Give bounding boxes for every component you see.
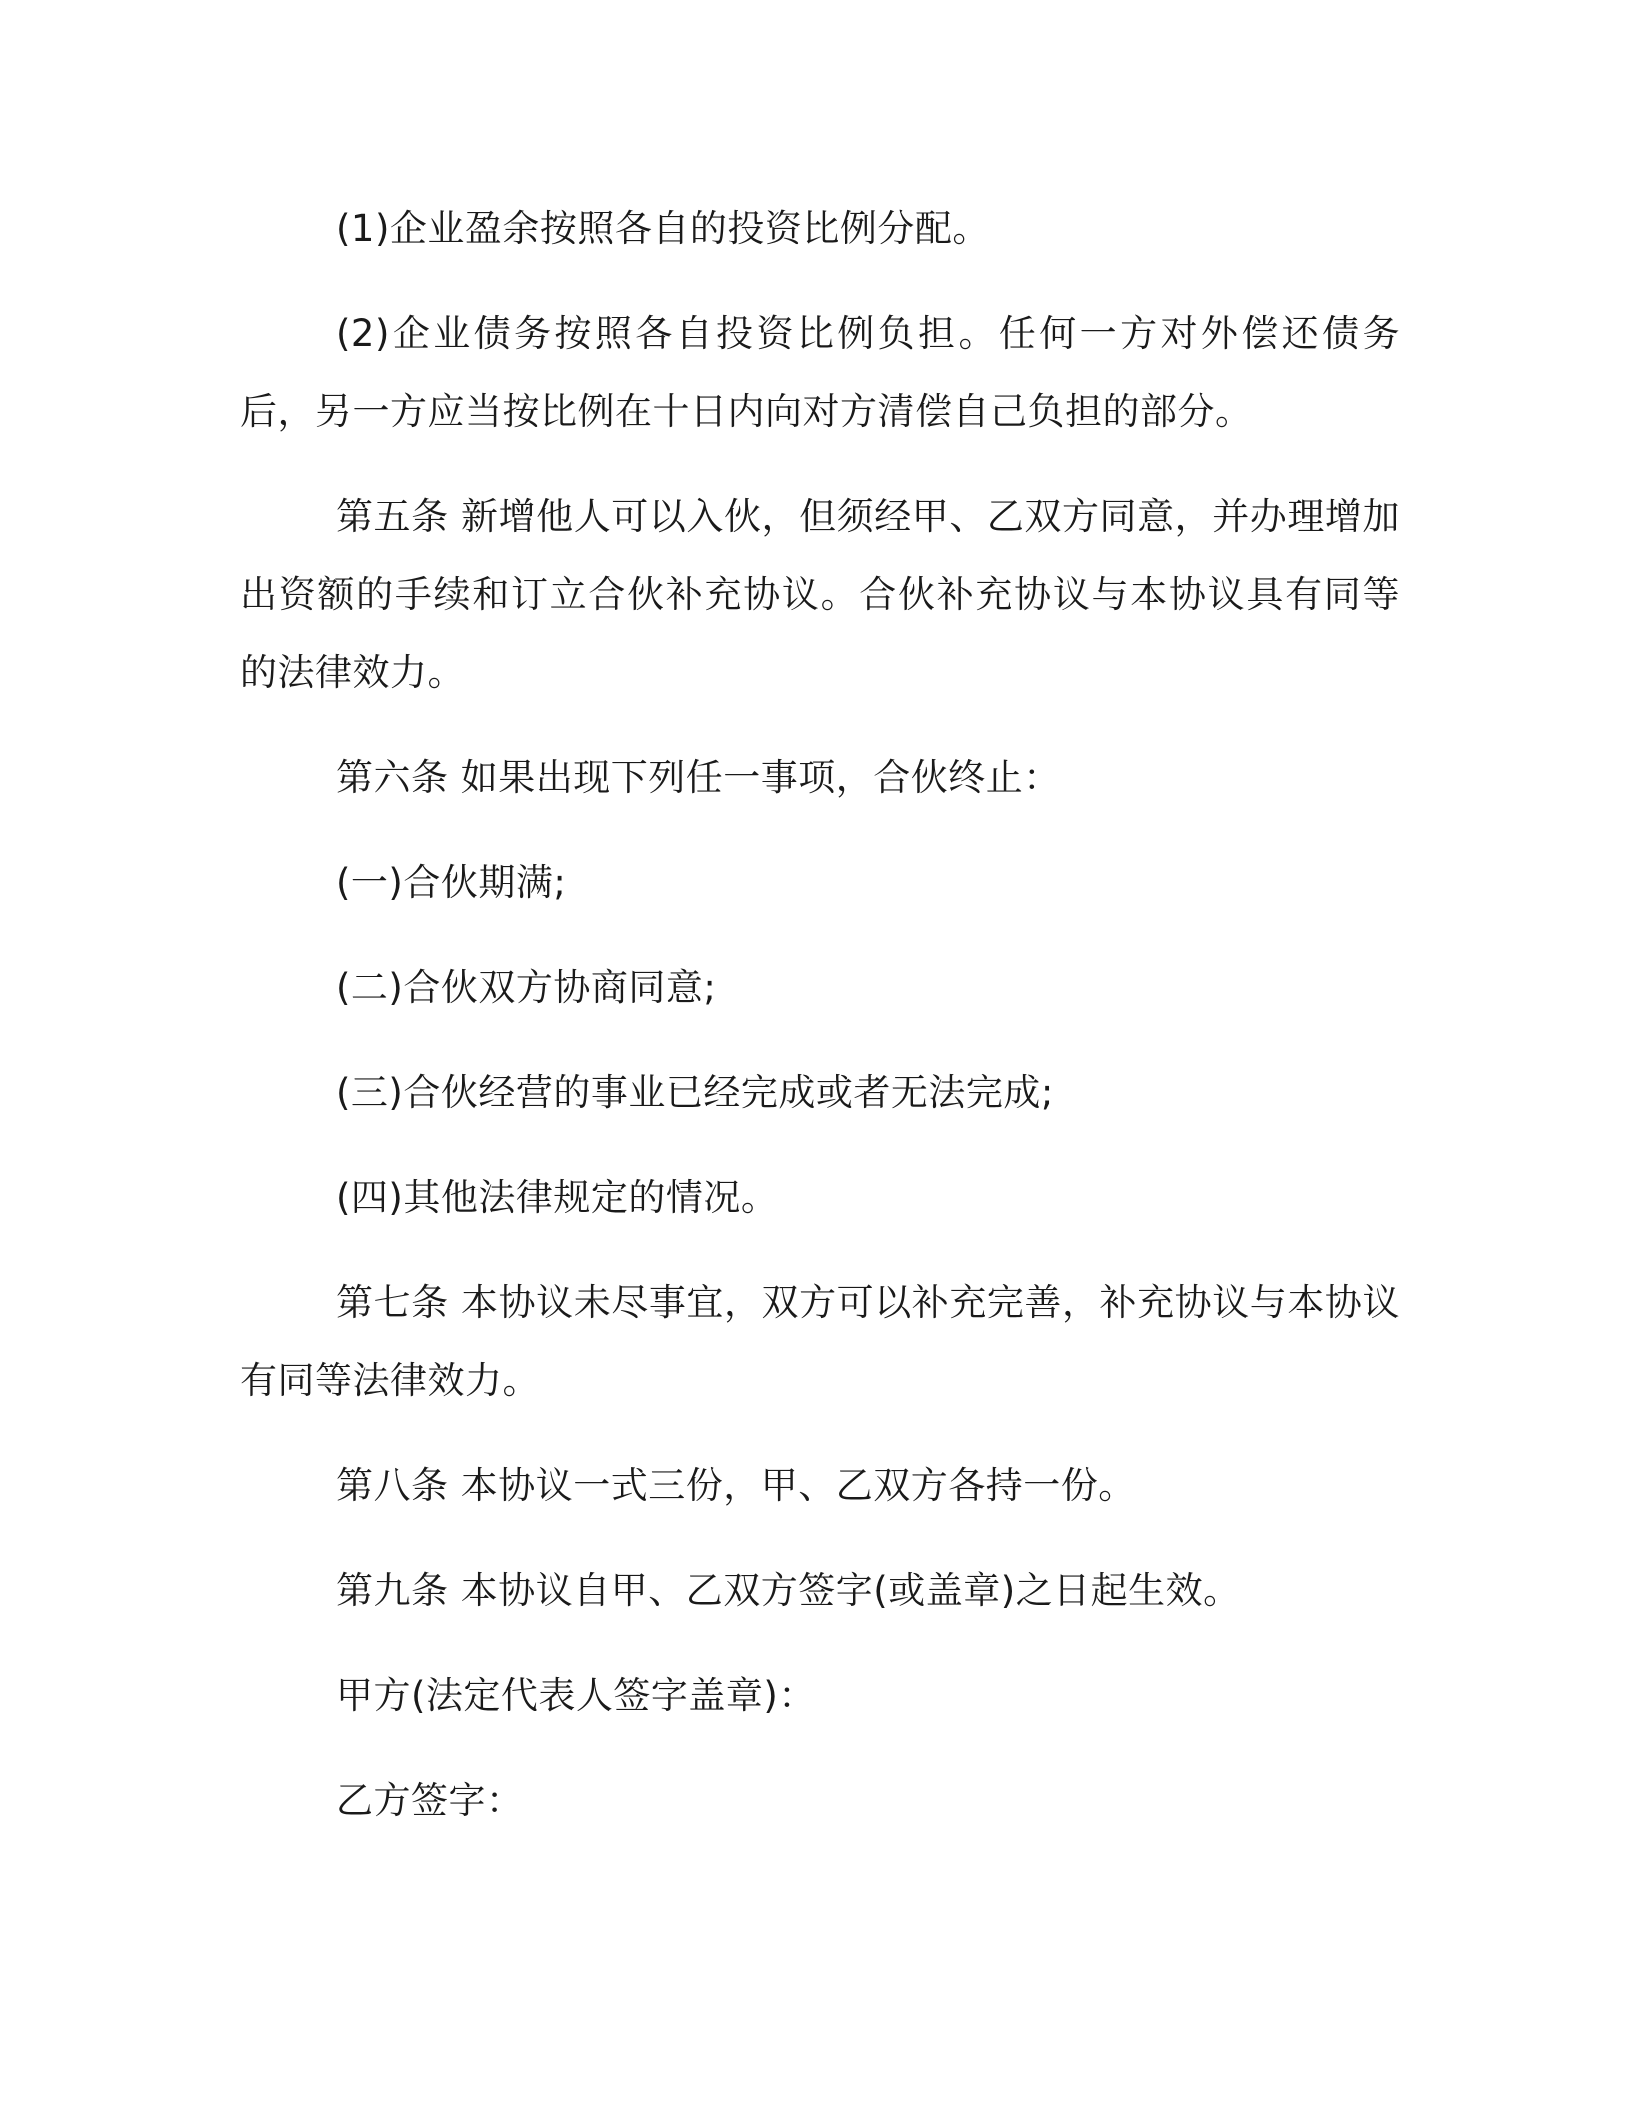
article-6-termination: 第六条 如果出现下列任一事项，合伙终止：: [336, 756, 1061, 799]
clause-debt-sharing: (2)企业债务按照各自投资比例负担。任何一方对外偿还债务后，另一方应当按比例在十日内向对方清偿自己负担的部分。: [240, 312, 1400, 433]
termination-item-3: (三)合伙经营的事业已经完成或者无法完成;: [336, 1071, 1054, 1114]
party-b-signature-line: 乙方签字：: [336, 1779, 524, 1822]
party-a-signature-line: 甲方(法定代表人签字盖章)：: [336, 1674, 816, 1717]
document-body: [240, 190, 1400, 1867]
article-5-new-partner: 第五条 新增他人可以入伙，但须经甲、乙双方同意，并办理增加出资额的手续和订立合伙补充协议。合伙补充协议与本协议具有同等的法律效力。: [240, 495, 1400, 694]
clause-profit-distribution: (1)企业盈余按照各自的投资比例分配。: [336, 207, 990, 250]
termination-item-4: (四)其他法律规定的情况。: [336, 1176, 779, 1219]
termination-item-1: (一)合伙期满;: [336, 861, 567, 904]
article-8-copies: 第八条 本协议一式三份，甲、乙双方各持一份。: [336, 1464, 1136, 1507]
article-9-effective: 第九条 本协议自甲、乙双方签字(或盖章)之日起生效。: [336, 1569, 1241, 1612]
article-7-supplement: 第七条 本协议未尽事宜，双方可以补充完善，补充协议与本协议有同等法律效力。: [240, 1281, 1400, 1402]
termination-item-2: (二)合伙双方协商同意;: [336, 966, 717, 1009]
